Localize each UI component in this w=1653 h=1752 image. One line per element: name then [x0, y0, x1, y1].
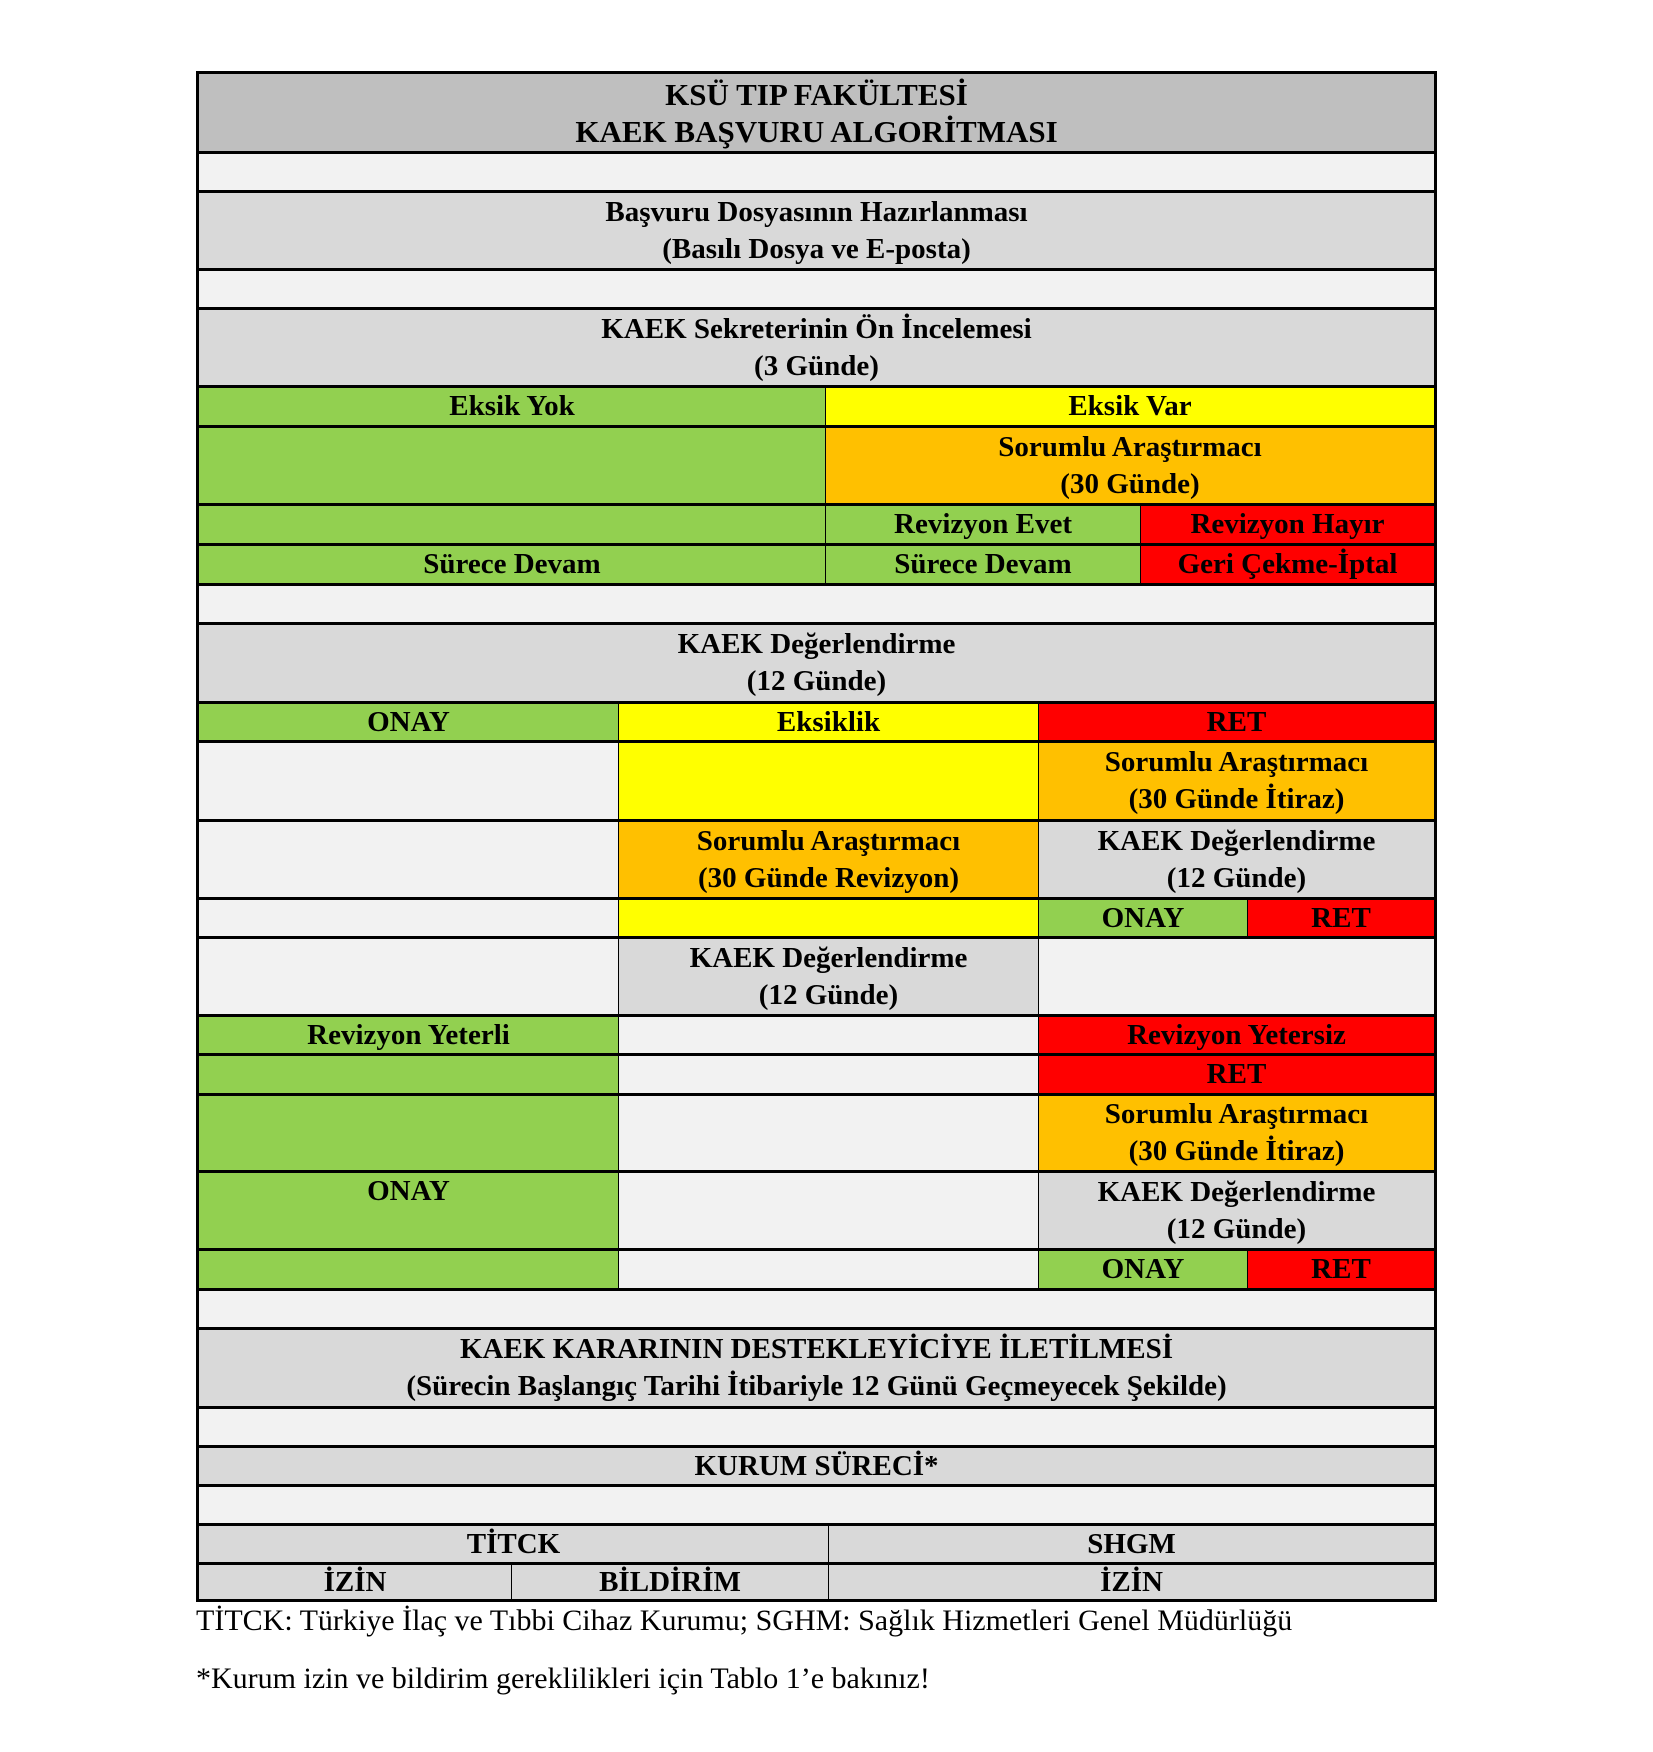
ret-onay-cell [1039, 900, 1248, 939]
ret-label: RET [1311, 901, 1371, 934]
titck-bildirim-cell [512, 1565, 829, 1599]
shgm-label: SHGM [1087, 1527, 1176, 1560]
algorithm-table [196, 71, 1437, 1602]
revizyon-hayir-label: Revizyon Hayır [1190, 508, 1385, 540]
revizyon-yetersiz-cell [1039, 1017, 1434, 1056]
geri-cekme-label: Geri Çekme-İptal [1177, 548, 1398, 580]
revizyon-yetersiz-label: Revizyon Yetersiz [1127, 1018, 1346, 1051]
step-application-preparation [199, 193, 1434, 271]
onay-cell [199, 704, 619, 743]
blank-cell [619, 1056, 1039, 1096]
spacer-row [199, 154, 1434, 193]
izin-label: İZİN [1100, 1565, 1163, 1598]
surece-devam-label: Sürece Devam [423, 548, 601, 580]
onay-label: ONAY [1101, 901, 1185, 934]
geri-cekme-iptal-cell [1141, 546, 1434, 586]
blank-cell [199, 900, 619, 939]
ret-label: RET [1311, 1253, 1371, 1285]
green-filler [199, 1096, 619, 1173]
green-filler [199, 428, 826, 506]
surece-devam-mid-cell [826, 546, 1141, 586]
sorumlu-label: Sorumlu Araştırmacı [1104, 746, 1369, 778]
sorumlu-label: Sorumlu Araştırmacı [696, 824, 961, 857]
step2-subtitle: (3 Günde) [754, 349, 879, 382]
eksik-var-cell [826, 388, 1434, 428]
onay-label: ONAY [367, 1175, 450, 1207]
blank-cell [619, 1251, 1039, 1291]
titck-cell [199, 1526, 829, 1565]
step1-subtitle: (Basılı Dosya ve E-posta) [662, 232, 971, 265]
kaek-evaluation-deadline: (12 Günde) [758, 978, 899, 1011]
title-line-2: KAEK BAŞVURU ALGORİTMASI [575, 113, 1058, 149]
spacer-row [199, 1487, 1434, 1526]
title-line-1: KSÜ TIP FAKÜLTESİ [665, 76, 968, 112]
step4-title: KAEK KARARININ DESTEKLEYİCİYE İLETİLMESİ [459, 1333, 1174, 1365]
ret-ret-cell [1248, 900, 1434, 939]
revizyon-evet-label: Revizyon Evet [894, 508, 1072, 540]
kaek-evaluation-deadline: (12 Günde) [1166, 861, 1307, 894]
step5-title: KURUM SÜRECİ* [694, 1449, 939, 1482]
green-filler [199, 1056, 619, 1096]
final-onay-cell [1039, 1251, 1248, 1291]
shgm-cell [829, 1526, 1434, 1565]
kaek-evaluation-label: KAEK Değerlendirme [1097, 1175, 1376, 1208]
blank-cell [1039, 939, 1434, 1017]
blank-cell [619, 1173, 1039, 1251]
surece-devam-label: Sürece Devam [894, 548, 1072, 580]
eksiklik-cell [619, 704, 1039, 743]
ret-cell [1039, 704, 1434, 743]
kaek-evaluation-label: KAEK Değerlendirme [689, 941, 968, 974]
itiraz-deadline: (30 Günde İtiraz) [1128, 783, 1345, 815]
green-filler [199, 506, 826, 546]
step3-title: KAEK Değerlendirme [677, 628, 956, 660]
step2-title: KAEK Sekreterinin Ön İncelemesi [601, 312, 1032, 345]
onay-label: ONAY [367, 705, 450, 738]
ret-sorumlu-cell [1039, 743, 1434, 822]
step4-subtitle: (Sürecin Başlangıç Tarihi İtibariyle 12 Günü Geçmeyecek Şekilde) [406, 1370, 1227, 1402]
revizyon-deadline: (30 Günde Revizyon) [698, 861, 959, 894]
step-decision-delivery [199, 1330, 1434, 1409]
blank-cell [619, 1017, 1039, 1056]
spacer-row [199, 1409, 1434, 1448]
blank-cell [199, 822, 619, 900]
shgm-izin-cell [829, 1565, 1434, 1599]
blank-cell [199, 743, 619, 822]
blank-cell [619, 1096, 1039, 1173]
revizyon-yeterli-cell [199, 1017, 619, 1056]
kaek-evaluation-label: KAEK Değerlendirme [1097, 824, 1376, 857]
itiraz-deadline: (30 Günde İtiraz) [1128, 1135, 1345, 1167]
ret-label: RET [1206, 705, 1267, 738]
revizyon-evet-cell [826, 506, 1141, 546]
ret-label: RET [1206, 1058, 1267, 1090]
step-secretary-review [199, 310, 1434, 388]
sorumlu-deadline: (30 Günde) [1060, 467, 1200, 500]
eksiklik-kaek-evaluation-cell [619, 939, 1039, 1017]
yetersiz-kaek-evaluation-cell [1039, 1173, 1434, 1251]
onay-label: ONAY [1101, 1253, 1185, 1285]
step-institution-process [199, 1448, 1434, 1487]
yetersiz-sorumlu-cell [1039, 1096, 1434, 1173]
eksiklik-label: Eksiklik [776, 705, 881, 738]
yetersiz-ret-cell [1039, 1056, 1434, 1096]
yeterli-onay-cell [199, 1173, 619, 1251]
final-ret-cell [1248, 1251, 1434, 1291]
spacer-row [199, 586, 1434, 625]
eksik-var-label: Eksik Var [1068, 390, 1192, 422]
footer-note: *Kurum izin ve bildirim gereklilikleri için Tablo 1’e bakınız! [196, 1662, 930, 1695]
spacer-row [199, 271, 1434, 310]
spacer-row [199, 1291, 1434, 1330]
step3-subtitle: (12 Günde) [746, 665, 887, 697]
blank-cell [199, 939, 619, 1017]
footer-abbreviations: TİTCK: Türkiye İlaç ve Tıbbi Cihaz Kurumu; SGHM: Sağlık Hizmetleri Genel Müdürlüğü [196, 1604, 1293, 1637]
titck-label: TİTCK [466, 1527, 561, 1560]
eksiklik-sorumlu-cell [619, 822, 1039, 900]
titck-izin-cell [199, 1565, 512, 1599]
revizyon-yeterli-label: Revizyon Yeterli [307, 1018, 510, 1051]
eksik-yok-label: Eksik Yok [449, 390, 575, 422]
step-kaek-evaluation [199, 625, 1434, 704]
sorumlu-label: Sorumlu Araştırmacı [1104, 1098, 1369, 1130]
sorumlu-label: Sorumlu Araştırmacı [998, 430, 1262, 463]
yellow-filler [619, 743, 1039, 822]
yellow-filler [619, 900, 1039, 939]
eksik-yok-cell [199, 388, 826, 428]
green-filler [199, 1251, 619, 1291]
step1-title: Başvuru Dosyasının Hazırlanması [605, 195, 1028, 228]
surece-devam-left-cell [199, 546, 826, 586]
bildirim-label: BİLDİRİM [599, 1565, 741, 1598]
table-title [199, 74, 1434, 154]
sorumlu-arastirmaci-cell [826, 428, 1434, 506]
kaek-evaluation-deadline: (12 Günde) [1166, 1212, 1307, 1245]
ret-kaek-evaluation-cell [1039, 822, 1434, 900]
revizyon-hayir-cell [1141, 506, 1434, 546]
izin-label: İZİN [323, 1565, 387, 1598]
